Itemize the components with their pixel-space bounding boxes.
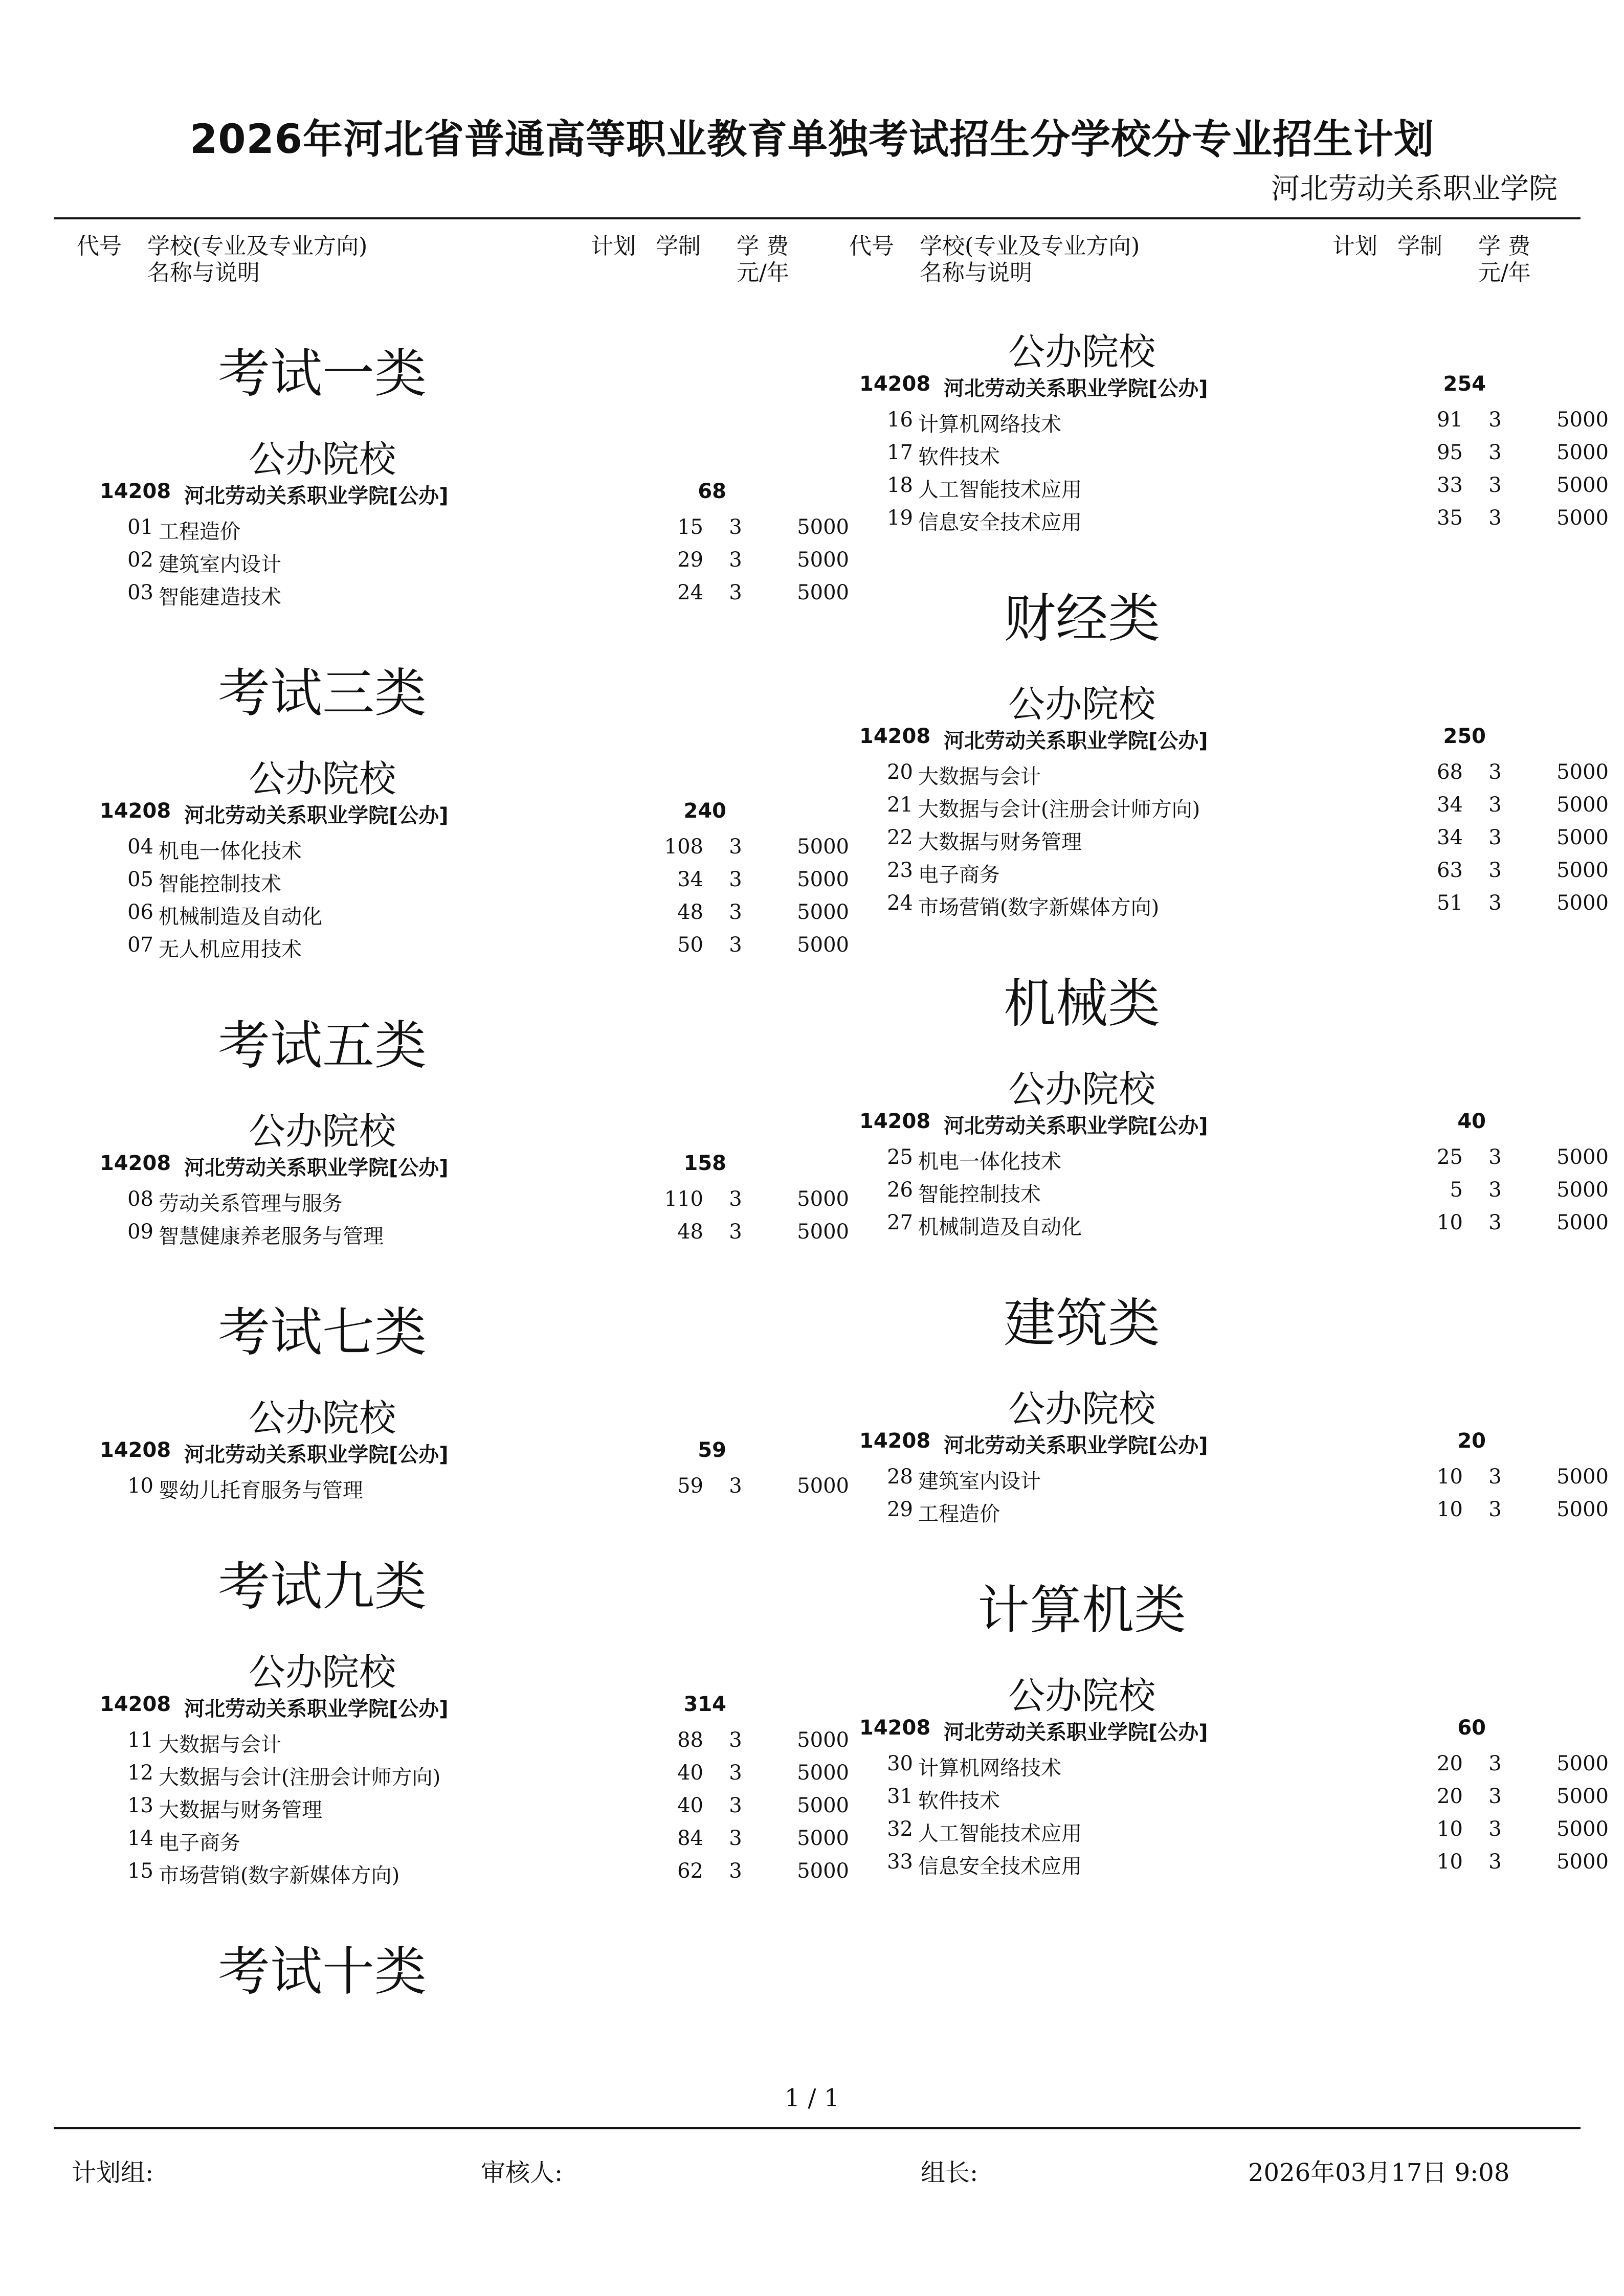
col-school: 学校(专业及专业方向) [920, 233, 1140, 259]
major-fee: 5000 [1556, 1498, 1609, 1521]
major-years: 3 [1488, 1211, 1502, 1234]
major-plan: 20 [1437, 1752, 1463, 1775]
col-fee: 学 费 [1478, 233, 1530, 259]
table-row [813, 1498, 1609, 1529]
major-years: 3 [1488, 1850, 1502, 1874]
table-row [813, 474, 1609, 505]
major-code: 25 [887, 1145, 913, 1169]
school-name: 河北劳动关系职业学院[公办] [184, 804, 449, 827]
major-code: 20 [887, 760, 913, 784]
major-plan: 88 [677, 1728, 703, 1752]
school-row [77, 1693, 793, 1723]
table-row [813, 1178, 1609, 1210]
major-code: 28 [887, 1465, 913, 1489]
major-plan: 10 [1437, 1465, 1463, 1489]
col-school: 学校(专业及专业方向) [147, 233, 368, 259]
major-fee: 5000 [1556, 1752, 1609, 1775]
footer-rule [54, 2127, 1581, 2129]
school-row [77, 1438, 793, 1469]
school-row [836, 725, 1552, 755]
category-title: 考试三类 [218, 663, 427, 724]
table-row [54, 901, 849, 932]
column-header-right [772, 233, 1584, 294]
major-years: 3 [1488, 859, 1502, 882]
major-plan: 40 [677, 1794, 703, 1817]
category-title: 考试七类 [218, 1302, 427, 1363]
school-total: 59 [698, 1438, 726, 1462]
major-years: 3 [729, 1728, 742, 1752]
school-name: 河北劳动关系职业学院[公办] [184, 484, 449, 508]
table-row [813, 1817, 1609, 1849]
major-years: 3 [1488, 1752, 1502, 1775]
major-years: 3 [1488, 1498, 1502, 1521]
major-fee: 5000 [797, 868, 849, 891]
major-years: 3 [729, 1827, 742, 1850]
major-years: 3 [729, 581, 742, 604]
major-years: 3 [1488, 506, 1502, 530]
table-row [54, 835, 849, 867]
table-row [54, 548, 849, 580]
major-years: 3 [729, 1187, 742, 1211]
category-title: 财经类 [1004, 589, 1160, 649]
school-type-title: 公办院校 [1008, 1068, 1155, 1111]
school-total: 254 [1443, 372, 1486, 396]
school-code: 14208 [100, 799, 171, 823]
school-total: 68 [698, 480, 726, 503]
major-code: 23 [887, 859, 913, 882]
table-row [813, 826, 1609, 858]
major-plan: 10 [1437, 1211, 1463, 1234]
major-code: 19 [887, 506, 913, 530]
footer-leader: 组长: [921, 2158, 978, 2187]
school-type-title: 公办院校 [1008, 1674, 1155, 1717]
table-row [813, 1850, 1609, 1882]
major-years: 3 [1488, 760, 1502, 784]
major-name: 机械制造及自动化 [159, 905, 322, 929]
major-code: 11 [127, 1728, 153, 1752]
major-code: 33 [887, 1850, 913, 1874]
major-code: 32 [887, 1817, 913, 1841]
major-fee: 5000 [1556, 793, 1609, 817]
major-name: 市场营销(数字新媒体方向) [918, 896, 1160, 919]
major-code: 17 [887, 441, 913, 464]
major-years: 3 [1488, 1817, 1502, 1841]
major-name: 人工智能技术应用 [918, 478, 1082, 502]
major-name: 机电一体化技术 [918, 1150, 1061, 1174]
major-name: 大数据与会计 [159, 1733, 281, 1757]
major-name: 智能建造技术 [159, 586, 281, 609]
major-fee: 5000 [797, 901, 849, 924]
major-fee: 5000 [797, 1761, 849, 1785]
col-years: 学制 [656, 233, 701, 259]
school-code: 14208 [100, 1693, 171, 1716]
major-name: 大数据与会计(注册会计师方向) [159, 1766, 441, 1789]
major-name: 建筑室内设计 [918, 1470, 1041, 1493]
major-code: 29 [887, 1498, 913, 1521]
school-row [836, 372, 1552, 403]
col-plan: 计划 [591, 233, 636, 259]
major-name: 工程造价 [918, 1502, 1000, 1526]
col-school-desc: 名称与说明 [920, 260, 1032, 286]
table-row [54, 1761, 849, 1793]
table-row [54, 1220, 849, 1252]
major-plan: 95 [1437, 441, 1463, 464]
col-plan: 计划 [1332, 233, 1377, 259]
table-row [813, 1465, 1609, 1497]
major-name: 计算机网络技术 [918, 1757, 1061, 1780]
major-fee: 5000 [1556, 1211, 1609, 1234]
school-total: 240 [683, 799, 726, 823]
major-name: 人工智能技术应用 [918, 1822, 1082, 1845]
school-total: 158 [683, 1152, 726, 1175]
major-plan: 34 [677, 868, 703, 891]
school-total: 60 [1457, 1716, 1486, 1740]
major-fee: 5000 [1556, 826, 1609, 849]
major-code: 09 [127, 1220, 153, 1244]
major-years: 3 [729, 1220, 742, 1244]
major-years: 3 [1488, 1145, 1502, 1169]
table-row [54, 1728, 849, 1760]
school-code: 14208 [100, 1152, 171, 1175]
table-row [54, 581, 849, 613]
major-name: 大数据与财务管理 [159, 1798, 322, 1822]
major-fee: 5000 [1556, 1145, 1609, 1169]
major-plan: 5 [1450, 1178, 1463, 1202]
col-years: 学制 [1397, 233, 1442, 259]
major-name: 智能控制技术 [159, 872, 281, 896]
major-fee: 5000 [1556, 1465, 1609, 1489]
major-plan: 48 [677, 901, 703, 924]
table-row [54, 868, 849, 899]
major-name: 信息安全技术应用 [918, 511, 1082, 534]
table-row [54, 933, 849, 965]
major-fee: 5000 [797, 515, 849, 539]
col-code: 代号 [849, 233, 894, 259]
school-name: 河北劳动关系职业学院[公办] [184, 1156, 449, 1180]
major-name: 机电一体化技术 [159, 840, 302, 863]
major-fee: 5000 [1556, 1850, 1609, 1874]
column-header-left [0, 233, 812, 294]
school-code: 14208 [859, 1110, 931, 1133]
major-code: 15 [127, 1859, 153, 1883]
school-code: 14208 [100, 480, 171, 503]
major-fee: 5000 [797, 581, 849, 604]
major-code: 14 [127, 1827, 153, 1850]
major-fee: 5000 [797, 1187, 849, 1211]
school-total: 314 [683, 1693, 726, 1716]
major-name: 建筑室内设计 [159, 553, 281, 576]
major-name: 智慧健康养老服务与管理 [159, 1225, 384, 1248]
major-code: 13 [127, 1794, 153, 1817]
major-fee: 5000 [797, 1827, 849, 1850]
school-name: 河北劳动关系职业学院[公办] [944, 1434, 1208, 1457]
major-code: 27 [887, 1211, 913, 1234]
major-plan: 84 [677, 1827, 703, 1850]
school-type-title: 公办院校 [248, 1397, 396, 1439]
table-row [813, 506, 1609, 538]
major-code: 02 [127, 548, 153, 572]
school-row [836, 1716, 1552, 1747]
school-name: 河北劳动关系职业学院[公办] [944, 1114, 1208, 1138]
major-years: 3 [1488, 793, 1502, 817]
major-years: 3 [729, 835, 742, 859]
col-code: 代号 [77, 233, 122, 259]
major-plan: 59 [677, 1474, 703, 1498]
school-type-title: 公办院校 [248, 1110, 396, 1153]
category-title: 考试九类 [218, 1557, 427, 1617]
school-code: 14208 [100, 1438, 171, 1462]
major-plan: 68 [1437, 760, 1463, 784]
major-name: 大数据与会计(注册会计师方向) [918, 798, 1200, 821]
school-total: 250 [1443, 725, 1486, 748]
major-years: 3 [729, 901, 742, 924]
major-name: 市场营销(数字新媒体方向) [159, 1864, 400, 1887]
major-fee: 5000 [797, 933, 849, 957]
major-plan: 63 [1437, 859, 1463, 882]
major-fee: 5000 [797, 1220, 849, 1244]
major-code: 06 [127, 901, 153, 924]
major-code: 03 [127, 581, 153, 604]
header-rule [54, 217, 1581, 219]
school-row [836, 1110, 1552, 1140]
school-code: 14208 [859, 1716, 931, 1740]
major-name: 大数据与财务管理 [918, 830, 1082, 854]
major-name: 智能控制技术 [918, 1183, 1041, 1206]
major-years: 3 [1488, 891, 1502, 915]
school-code: 14208 [859, 1429, 931, 1453]
table-row [813, 793, 1609, 825]
table-row [54, 1187, 849, 1219]
school-row [836, 1429, 1552, 1460]
major-years: 3 [729, 548, 742, 572]
major-plan: 108 [664, 835, 703, 859]
major-plan: 51 [1437, 891, 1463, 915]
major-years: 3 [1488, 408, 1502, 432]
page-number: 1 / 1 [784, 2084, 840, 2112]
major-plan: 33 [1437, 474, 1463, 497]
major-name: 电子商务 [918, 863, 1000, 887]
major-code: 07 [127, 933, 153, 957]
major-years: 3 [1488, 1465, 1502, 1489]
major-code: 31 [887, 1785, 913, 1808]
table-row [813, 1752, 1609, 1784]
col-fee-unit: 元/年 [1478, 260, 1531, 286]
school-type-title: 公办院校 [1008, 1387, 1155, 1430]
major-plan: 50 [677, 933, 703, 957]
col-fee-unit: 元/年 [737, 260, 789, 286]
table-row [54, 1827, 849, 1858]
footer-planning-group: 计划组: [72, 2158, 154, 2187]
major-plan: 34 [1437, 826, 1463, 849]
school-row [77, 480, 793, 510]
major-fee: 5000 [1556, 1785, 1609, 1808]
major-plan: 20 [1437, 1785, 1463, 1808]
major-name: 工程造价 [159, 520, 240, 544]
category-title: 考试五类 [218, 1016, 427, 1076]
major-plan: 110 [664, 1187, 703, 1211]
major-years: 3 [729, 933, 742, 957]
school-type-title: 公办院校 [1008, 683, 1155, 726]
major-plan: 15 [677, 515, 703, 539]
school-total: 40 [1457, 1110, 1486, 1133]
school-type-title: 公办院校 [248, 757, 396, 800]
major-fee: 5000 [797, 1794, 849, 1817]
major-name: 大数据与会计 [918, 765, 1041, 789]
major-plan: 10 [1437, 1498, 1463, 1521]
major-years: 3 [729, 515, 742, 539]
major-plan: 24 [677, 581, 703, 604]
major-plan: 40 [677, 1761, 703, 1785]
major-years: 3 [1488, 441, 1502, 464]
major-fee: 5000 [797, 835, 849, 859]
major-fee: 5000 [1556, 474, 1609, 497]
category-title: 计算机类 [977, 1580, 1186, 1641]
right-column [813, 302, 1609, 2051]
major-years: 3 [1488, 826, 1502, 849]
page-title: 2026年河北省普通高等职业教育单独考试招生分学校分专业招生计划 [189, 117, 1435, 163]
major-code: 16 [887, 408, 913, 432]
major-code: 26 [887, 1178, 913, 1202]
major-years: 3 [1488, 474, 1502, 497]
major-code: 30 [887, 1752, 913, 1775]
major-plan: 35 [1437, 506, 1463, 530]
major-years: 3 [729, 1794, 742, 1817]
table-row [813, 1785, 1609, 1816]
school-total: 20 [1457, 1429, 1486, 1453]
major-fee: 5000 [1556, 891, 1609, 915]
table-row [54, 515, 849, 547]
table-row [813, 760, 1609, 792]
major-name: 婴幼儿托育服务与管理 [159, 1479, 363, 1502]
major-name: 软件技术 [918, 445, 1000, 469]
major-name: 机械制造及自动化 [918, 1215, 1082, 1239]
school-row [77, 1152, 793, 1182]
table-row [813, 408, 1609, 440]
major-fee: 5000 [797, 548, 849, 572]
school-name: 河北劳动关系职业学院[公办] [944, 729, 1208, 753]
footer-datetime: 2026年03月17日 9:08 [1248, 2158, 1510, 2187]
major-name: 计算机网络技术 [918, 413, 1061, 436]
school-row [77, 799, 793, 830]
major-fee: 5000 [1556, 506, 1609, 530]
major-code: 12 [127, 1761, 153, 1785]
major-fee: 5000 [797, 1728, 849, 1752]
table-row [54, 1859, 849, 1891]
major-years: 3 [729, 1859, 742, 1883]
major-name: 软件技术 [918, 1789, 1000, 1813]
major-name: 电子商务 [159, 1831, 240, 1855]
table-row [54, 1794, 849, 1826]
major-fee: 5000 [797, 1859, 849, 1883]
major-years: 3 [729, 868, 742, 891]
table-row [813, 1145, 1609, 1177]
table-row [813, 859, 1609, 890]
major-code: 01 [127, 515, 153, 539]
major-code: 08 [127, 1187, 153, 1211]
major-name: 信息安全技术应用 [918, 1855, 1082, 1878]
table-row [54, 1474, 849, 1506]
major-fee: 5000 [1556, 1817, 1609, 1841]
major-fee: 5000 [1556, 760, 1609, 784]
major-years: 3 [1488, 1785, 1502, 1808]
school-code: 14208 [859, 725, 931, 748]
table-row [813, 1211, 1609, 1243]
major-code: 22 [887, 826, 913, 849]
major-plan: 62 [677, 1859, 703, 1883]
major-plan: 34 [1437, 793, 1463, 817]
major-fee: 5000 [1556, 441, 1609, 464]
major-plan: 10 [1437, 1850, 1463, 1874]
major-code: 04 [127, 835, 153, 859]
major-plan: 48 [677, 1220, 703, 1244]
major-fee: 5000 [1556, 1178, 1609, 1202]
major-fee: 5000 [797, 1474, 849, 1498]
school-type-title: 公办院校 [248, 438, 396, 481]
school-type-title: 公办院校 [1008, 330, 1155, 373]
major-plan: 25 [1437, 1145, 1463, 1169]
major-fee: 5000 [1556, 859, 1609, 882]
major-fee: 5000 [1556, 408, 1609, 432]
school-name: 河北劳动关系职业学院[公办] [944, 1721, 1208, 1744]
school-name: 河北劳动关系职业学院[公办] [184, 1443, 449, 1467]
school-name: 河北劳动关系职业学院[公办] [944, 377, 1208, 400]
school-type-title: 公办院校 [248, 1651, 396, 1694]
school-name: 河北劳动关系职业学院[公办] [184, 1697, 449, 1721]
left-column [54, 302, 849, 2051]
major-plan: 29 [677, 548, 703, 572]
col-school-desc: 名称与说明 [147, 260, 260, 286]
major-name: 无人机应用技术 [159, 938, 302, 961]
major-code: 21 [887, 793, 913, 817]
footer-reviewer: 审核人: [481, 2158, 563, 2187]
category-title: 考试十类 [218, 1942, 427, 2002]
major-years: 3 [1488, 1178, 1502, 1202]
major-years: 3 [729, 1761, 742, 1785]
col-fee: 学 费 [737, 233, 789, 259]
major-code: 10 [127, 1474, 153, 1498]
school-header: 河北劳动关系职业学院 [1271, 172, 1558, 206]
table-row [813, 891, 1609, 923]
category-title: 考试一类 [218, 344, 427, 404]
major-plan: 91 [1437, 408, 1463, 432]
major-name: 劳动关系管理与服务 [159, 1192, 343, 1215]
school-code: 14208 [859, 372, 931, 396]
major-code: 18 [887, 474, 913, 497]
category-title: 机械类 [1004, 974, 1160, 1034]
category-title: 建筑类 [1004, 1293, 1160, 1354]
major-code: 24 [887, 891, 913, 915]
major-code: 05 [127, 868, 153, 891]
table-row [813, 441, 1609, 472]
major-plan: 10 [1437, 1817, 1463, 1841]
major-years: 3 [729, 1474, 742, 1498]
